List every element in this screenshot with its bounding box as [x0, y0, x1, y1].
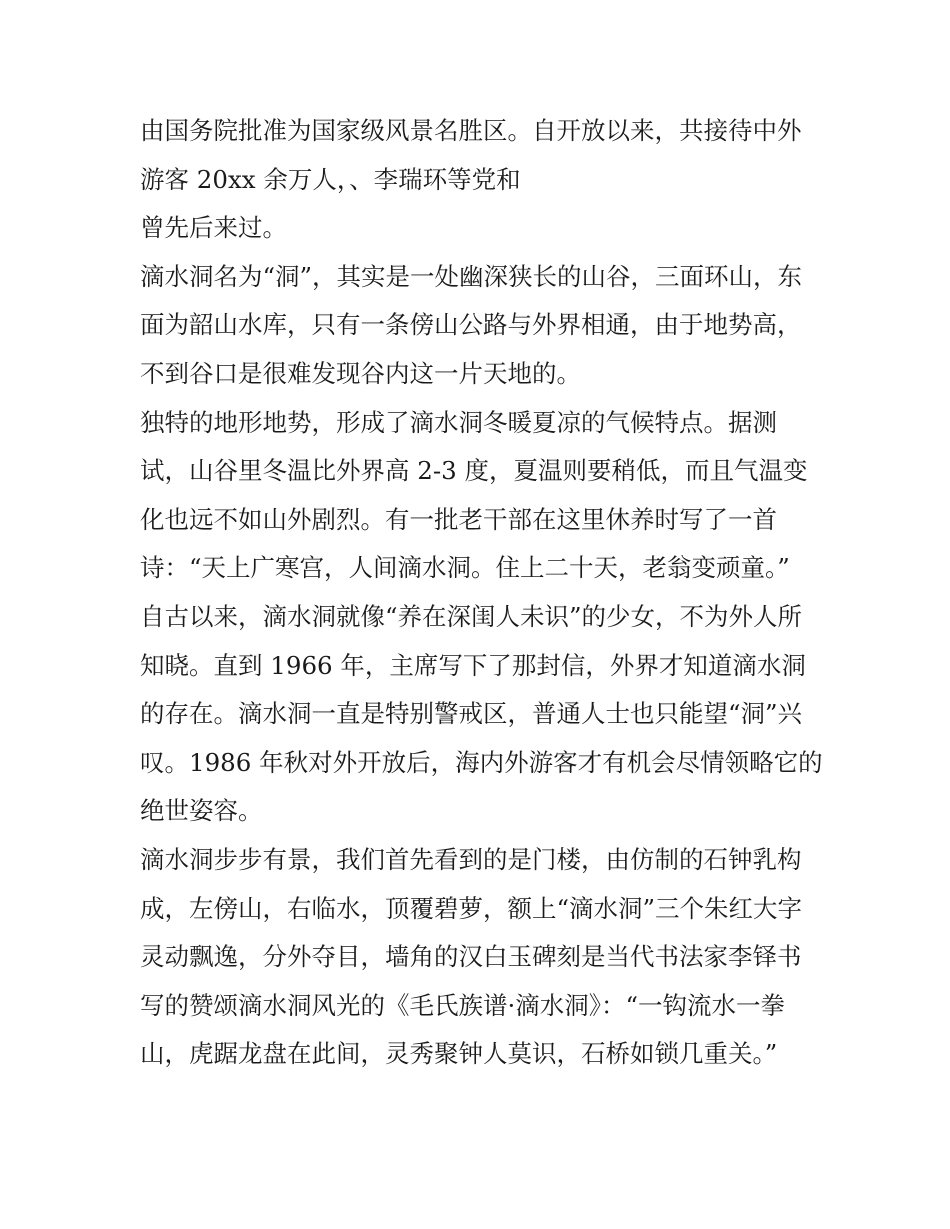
- text-line: 游客 20xx 余万人，、李瑞环等党和: [140, 164, 521, 194]
- text-line: 成，左傍山，右临水，顶覆碧萝，额上“滴水洞”三个朱红大字: [140, 893, 803, 923]
- text-line: 的存在。滴水洞一直是特别警戒区，普通人士也只能望“洞”兴: [140, 699, 803, 729]
- text-line: 滴水洞步步有景，我们首先看到的是门楼，由仿制的石钟乳构: [140, 844, 802, 874]
- text-line: 滴水洞名为“洞”，其实是一处幽深狭长的山谷，三面环山，东: [140, 261, 803, 291]
- document-body: [140, 107, 823, 1079]
- text-line: 面为韶山水库，只有一条傍山公路与外界相通，由于地势高，: [140, 310, 802, 340]
- text-line: 由国务院批准为国家级风景名胜区。自开放以来，共接待中外: [140, 116, 802, 145]
- text-line: 写的赞颂滴水洞风光的《毛氏族谱·滴水洞》：“一钩流水一拳: [140, 990, 786, 1020]
- text-line: 自古以来，滴水洞就像“养在深闺人未识”的少女，不为外人所: [140, 601, 803, 631]
- text-line: 山，虎踞龙盘在此间，灵秀聚钟人莫识，石桥如锁几重关。”: [140, 1039, 778, 1069]
- text-line: 绝世姿容。: [140, 796, 263, 826]
- text-line: 试，山谷里冬温比外界高 2-3 度，夏温则要稍低，而且气温变: [140, 456, 808, 486]
- text-line: 化也远不如山外剧烈。有一批老干部在这里休养时写了一首: [140, 504, 777, 534]
- text-line: 不到谷口是很难发现谷内这一片天地的。: [140, 358, 581, 388]
- text-line: 叹。1986 年秋对外开放后，海内外游客才有机会尽情领略它的: [140, 747, 823, 777]
- text-line: 独特的地形地势，形成了滴水洞冬暖夏凉的气候特点。据测: [140, 407, 777, 437]
- text-line: 知晓。直到 1966 年，主席写下了那封信，外界才知道滴水洞: [140, 650, 806, 680]
- text-line: 诗：“天上广寒宫，人间滴水洞。住上二十天，老翁变顽童。”: [140, 553, 790, 583]
- text-line: 曾先后来过。: [140, 213, 287, 243]
- text-line: 灵动飘逸，分外夺目，墙角的汉白玉碑刻是当代书法家李铎书: [140, 942, 802, 972]
